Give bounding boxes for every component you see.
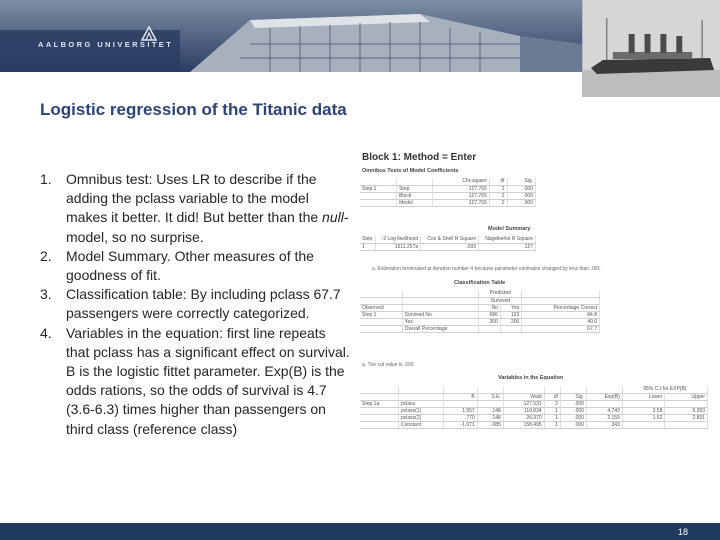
table-cell: 2.891 xyxy=(665,414,708,421)
spss-output xyxy=(358,150,710,455)
table-cell: 1611.257a xyxy=(376,243,421,250)
table-row xyxy=(360,414,708,421)
table-cell: Step xyxy=(397,185,433,192)
table-cell xyxy=(586,400,622,407)
table-cell: 127.765 xyxy=(433,185,490,192)
table-cell: .343 xyxy=(586,421,622,428)
table-cell: 2 xyxy=(489,192,507,199)
table-cell: 40.0 xyxy=(522,318,600,325)
table-cell: Predicted xyxy=(479,290,522,297)
list-number: 1. xyxy=(40,171,52,187)
table-cell: 1.557 xyxy=(443,407,477,414)
table-header-row xyxy=(360,297,600,304)
table-cell: 1 xyxy=(544,407,560,414)
table-cell xyxy=(360,414,399,421)
table-cell: 26.970 xyxy=(503,414,544,421)
table-cell: .085 xyxy=(477,421,503,428)
table-cell xyxy=(360,192,397,199)
block-title: Block 1: Method = Enter xyxy=(362,152,477,163)
table-cell xyxy=(503,386,544,393)
table-cell: Survived xyxy=(479,297,522,304)
list-number: 2. xyxy=(40,247,52,264)
table-cell: .127 xyxy=(479,243,536,250)
table-cell: 1 xyxy=(544,414,560,421)
table-cell: Exp(B) xyxy=(586,393,622,400)
model-summary-caption: Model Summary xyxy=(488,226,531,232)
table-cell: -1.071 xyxy=(443,421,477,428)
table-cell: Chi-square xyxy=(433,178,490,185)
list-text: Variables in the equation: first line repeats that pclass has a significant effect on survival. B is the logistic fittet parameter. Exp(B) is the odds rations, so the odds of survival is 4.7 (3.6-6.3) times higher than passengers on third class (reference class) xyxy=(66,324,350,437)
table-cell: 2 xyxy=(544,400,560,407)
table-cell: .000 xyxy=(560,421,586,428)
list-number: 4. xyxy=(40,324,52,341)
table-cell: .000 xyxy=(560,414,586,421)
table-cell: Step 1 xyxy=(360,185,397,192)
list-item xyxy=(40,247,352,285)
classification-table xyxy=(360,290,600,333)
page-number: 18 xyxy=(677,527,688,537)
table-cell: df xyxy=(544,393,560,400)
table-cell: 686 xyxy=(479,311,500,318)
table-cell xyxy=(665,421,708,428)
list-text: Model Summary. Other measures of the goodness of fit. xyxy=(66,247,314,284)
table-cell xyxy=(477,400,503,407)
table-row xyxy=(360,325,600,332)
table-cell: 127.531 xyxy=(503,400,544,407)
table-cell: pclass xyxy=(399,400,444,407)
table-cell: -2 Log likelihood xyxy=(376,236,421,243)
table-cell xyxy=(586,386,622,393)
table-cell xyxy=(397,178,433,185)
table-cell: 4.743 xyxy=(586,407,622,414)
table-cell: Lower xyxy=(622,393,665,400)
table-cell: Sig. xyxy=(560,393,586,400)
list-number: 3. xyxy=(40,286,52,303)
table-cell: Block xyxy=(397,192,433,199)
table-row xyxy=(360,421,708,428)
table-cell: pclass(1) xyxy=(399,407,444,414)
table-cell xyxy=(443,386,477,393)
table-cell: pclass(2) xyxy=(399,414,444,421)
table-cell xyxy=(622,421,665,428)
university-logo-text: AALBORG UNIVERSITET xyxy=(38,40,174,49)
table-header-row xyxy=(360,393,708,400)
table-cell xyxy=(360,290,402,297)
table-header-row xyxy=(360,178,536,185)
table-cell xyxy=(665,400,708,407)
table-cell xyxy=(560,386,586,393)
table-cell: 127.765 xyxy=(433,192,490,199)
table-row xyxy=(360,400,708,407)
table-cell: .000 xyxy=(507,185,535,192)
table-cell: Cox & Snell R Square xyxy=(421,236,479,243)
table-cell: Wald xyxy=(503,393,544,400)
list-item xyxy=(40,170,352,247)
table-row xyxy=(360,407,708,414)
table-row xyxy=(360,318,600,325)
list-emphasis: null xyxy=(322,209,344,226)
table-cell xyxy=(360,199,397,206)
table-cell xyxy=(500,325,521,332)
table-cell: 84.8 xyxy=(522,311,600,318)
table-cell xyxy=(360,325,402,332)
table-cell xyxy=(360,178,397,185)
table-cell: Constant xyxy=(399,421,444,428)
table-cell: 2 xyxy=(489,199,507,206)
table-cell: 3.58 xyxy=(622,407,665,414)
table-cell: .770 xyxy=(443,414,477,421)
list-text: Omnibus test: Uses LR to describe if the adding the pclass variable to the model makes it better. It did! But better than the xyxy=(66,171,323,226)
table-cell: 123 xyxy=(500,311,521,318)
table-cell: Sig. xyxy=(507,178,535,185)
table-cell: Upper xyxy=(665,393,708,400)
explanation-list xyxy=(40,170,352,439)
table-cell: .093 xyxy=(421,243,479,250)
table-cell xyxy=(522,290,600,297)
table-header-row xyxy=(360,290,600,297)
table-row xyxy=(360,192,536,199)
table-header-row xyxy=(360,236,536,243)
table-cell: df xyxy=(489,178,507,185)
classification-footnote: a. The cut value is .500 xyxy=(362,362,414,368)
table-cell: 158.495 xyxy=(503,421,544,428)
table-cell: Overall Percentage xyxy=(402,325,479,332)
omnibus-caption: Omnibus Tests of Model Coefficients xyxy=(362,168,459,174)
table-header-row xyxy=(360,304,600,311)
table-cell xyxy=(360,393,399,400)
list-text: Classification table: By including pclass 67.7 passengers were correctly categorized. xyxy=(66,286,341,322)
slide-title: Logistic regression of the Titanic data xyxy=(40,100,347,119)
table-cell xyxy=(522,297,600,304)
table-cell xyxy=(443,400,477,407)
omnibus-table xyxy=(360,178,536,207)
table-cell: 127.765 xyxy=(433,199,490,206)
table-cell: No xyxy=(479,304,500,311)
list-item xyxy=(40,285,352,323)
model-summary-footnote: a. Estimation terminated at iteration number 4 because parameter estimates changed by less than .001. xyxy=(372,266,602,272)
titanic-photo xyxy=(582,0,720,97)
table-cell: 67.7 xyxy=(522,325,600,332)
table-cell xyxy=(360,297,402,304)
table-cell xyxy=(479,325,500,332)
table-cell: Model xyxy=(397,199,433,206)
table-cell: .000 xyxy=(560,407,586,414)
table-cell: 95% C.I.for EXP(B) xyxy=(622,386,707,393)
table-cell xyxy=(402,290,479,297)
table-cell: .000 xyxy=(507,192,535,199)
table-cell: 1 xyxy=(360,243,376,250)
table-cell: Step 1 xyxy=(360,311,402,318)
table-cell xyxy=(399,386,444,393)
table-cell: 1.62 xyxy=(622,414,665,421)
table-cell xyxy=(360,386,399,393)
table-cell: 300 xyxy=(479,318,500,325)
table-cell: S.E. xyxy=(477,393,503,400)
table-cell: B xyxy=(443,393,477,400)
list-item xyxy=(40,324,352,439)
table-cell: Step 1a xyxy=(360,400,399,407)
table-cell xyxy=(477,386,503,393)
table-cell xyxy=(360,318,402,325)
table-cell: Nagelkerke R Square xyxy=(479,236,536,243)
table-row xyxy=(360,243,536,250)
variables-caption: Variables in the Equation xyxy=(498,375,564,381)
list-text: -model, so no surprise. xyxy=(66,209,349,245)
table-cell: .148 xyxy=(477,407,503,414)
model-summary-table xyxy=(360,236,536,251)
table-cell: Yes xyxy=(500,304,521,311)
table-cell xyxy=(360,421,399,428)
table-cell xyxy=(399,393,444,400)
table-cell: 200 xyxy=(500,318,521,325)
table-cell: .000 xyxy=(560,400,586,407)
table-row xyxy=(360,199,536,206)
table-header-row xyxy=(360,386,708,393)
table-cell xyxy=(622,400,665,407)
table-cell xyxy=(402,304,479,311)
university-logo-icon xyxy=(140,25,158,41)
table-cell: Yes xyxy=(402,318,479,325)
table-cell: Survived No xyxy=(402,311,479,318)
table-cell: 2.159 xyxy=(586,414,622,421)
table-cell: 1 xyxy=(544,421,560,428)
table-row xyxy=(360,311,600,318)
table-cell: .148 xyxy=(477,414,503,421)
table-cell: Observed xyxy=(360,304,402,311)
table-cell: Step xyxy=(360,236,376,243)
table-cell xyxy=(360,407,399,414)
variables-table xyxy=(360,386,708,429)
table-cell: Percentage Correct xyxy=(522,304,600,311)
classification-caption: Classification Table xyxy=(454,280,506,286)
table-cell xyxy=(544,386,560,393)
table-cell: .000 xyxy=(507,199,535,206)
table-cell xyxy=(402,297,479,304)
table-cell: 6.283 xyxy=(665,407,708,414)
footer-bar xyxy=(0,523,720,540)
table-cell: 2 xyxy=(489,185,507,192)
table-row xyxy=(360,185,536,192)
table-cell: 110.934 xyxy=(503,407,544,414)
